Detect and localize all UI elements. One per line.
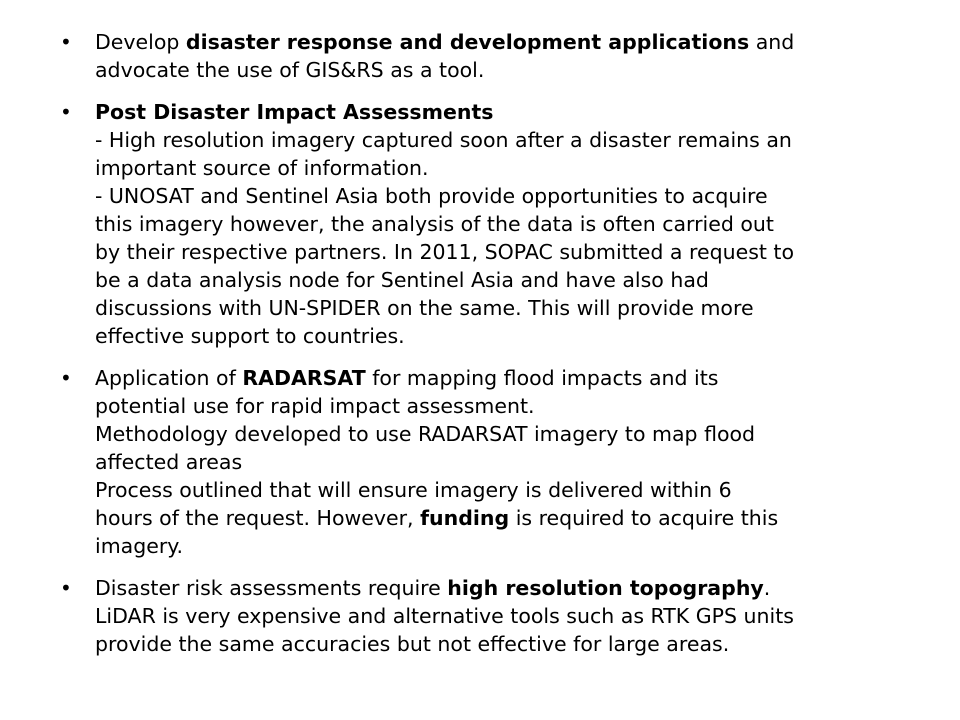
bullet-line xyxy=(95,630,905,658)
bullet-line xyxy=(95,574,905,602)
bullet-item xyxy=(60,364,905,560)
body-text: is required to acquire this xyxy=(509,506,779,530)
body-text: Process outlined that will ensure imagery is delivered within 6 xyxy=(95,478,732,502)
bold-text: disaster response and development applications xyxy=(185,30,750,54)
bullet-line xyxy=(95,56,905,84)
bullet-line xyxy=(95,154,905,182)
body-text: advocate the use of GIS&RS as a tool. xyxy=(95,58,485,82)
body-text: Application of xyxy=(95,366,243,390)
body-text: and xyxy=(749,30,795,54)
body-text: LiDAR is very expensive and alternative tools such as RTK GPS units xyxy=(95,604,794,628)
body-text: . xyxy=(763,576,771,600)
bullet-line xyxy=(95,294,905,322)
bullet-dot-icon: • xyxy=(60,100,72,124)
bullet-dot-icon: • xyxy=(60,576,72,600)
bullet-line xyxy=(95,392,905,420)
bullet-line xyxy=(95,532,905,560)
bullet-line xyxy=(95,364,905,392)
bullet-line xyxy=(95,504,905,532)
bullet-line xyxy=(95,238,905,266)
bullet-item xyxy=(60,98,905,350)
bullet-line xyxy=(95,476,905,504)
body-text: Develop xyxy=(95,30,186,54)
bullet-line xyxy=(95,420,905,448)
body-text: Methodology developed to use RADARSAT imagery to map flood xyxy=(95,422,756,446)
body-text: important source of information. xyxy=(95,156,429,180)
bullet-line xyxy=(95,182,905,210)
bullet-line xyxy=(95,266,905,294)
body-text: for mapping flood impacts and its xyxy=(365,366,719,390)
body-text: imagery. xyxy=(95,534,184,558)
bullet-line xyxy=(95,602,905,630)
bold-text: RADARSAT xyxy=(242,366,366,390)
bullet-item xyxy=(60,28,905,84)
bullet-dot-icon: • xyxy=(60,30,72,54)
body-text: Disaster risk assessments require xyxy=(95,576,448,600)
body-text: - UNOSAT and Sentinel Asia both provide opportunities to acquire xyxy=(95,184,768,208)
bold-text: funding xyxy=(420,506,510,530)
body-text: by their respective partners. In 2011, SOPAC submitted a request to xyxy=(95,240,795,264)
body-text: potential use for rapid impact assessment. xyxy=(95,394,535,418)
bullet-line xyxy=(95,448,905,476)
bold-text: Post Disaster Impact Assessments xyxy=(95,100,494,124)
body-text: this imagery however, the analysis of the data is often carried out xyxy=(95,212,774,236)
bullet-line xyxy=(95,322,905,350)
bullet-list xyxy=(60,28,905,672)
body-text: hours of the request. However, xyxy=(95,506,421,530)
body-text: effective support to countries. xyxy=(95,324,405,348)
bullet-line xyxy=(95,98,905,126)
bullet-line xyxy=(95,28,905,56)
body-text: - High resolution imagery captured soon after a disaster remains an xyxy=(95,128,792,152)
body-text: affected areas xyxy=(95,450,243,474)
bullet-line xyxy=(95,126,905,154)
bold-text: high resolution topography xyxy=(447,576,764,600)
body-text: discussions with UN-SPIDER on the same. This will provide more xyxy=(95,296,754,320)
bullet-line xyxy=(95,210,905,238)
bullet-dot-icon: • xyxy=(60,366,72,390)
bullet-item xyxy=(60,574,905,658)
body-text: provide the same accuracies but not effective for large areas. xyxy=(95,632,730,656)
body-text: be a data analysis node for Sentinel Asia and have also had xyxy=(95,268,709,292)
